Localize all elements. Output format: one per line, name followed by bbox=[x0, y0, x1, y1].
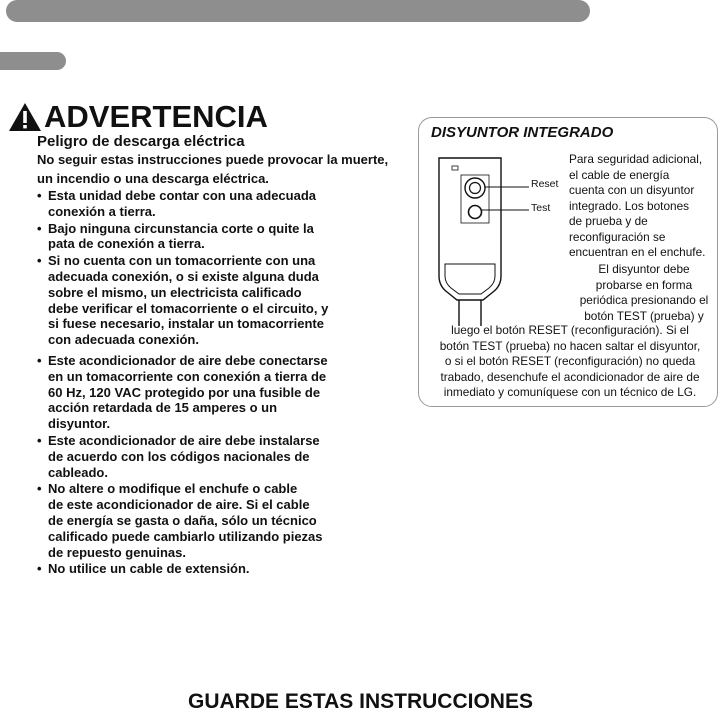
para-line: trabado, desenchufe el acondicionador de aire de bbox=[440, 369, 700, 384]
bullet-item: • Si no cuenta con un tomacorriente con una adecuada conexión, o si existe alguna duda sobre el mismo, un electricista calificado debe verificar el tomacorriente o el circuito, y si fuese necesario, instalar un tomacorriente con adecuada conexión. bbox=[37, 253, 329, 348]
section-tab bbox=[0, 52, 66, 70]
integrated-breaker-box bbox=[418, 117, 718, 407]
para-line: inmediato y comuníquese con un técnico de LG. bbox=[443, 385, 697, 400]
intro-line: No seguir estas instrucciones puede provocar la muerte, bbox=[37, 152, 389, 167]
para-line: de prueba y de bbox=[569, 214, 648, 228]
bullet-line: cableado. bbox=[48, 464, 108, 480]
bullet-line: pata de conexión a tierra. bbox=[48, 236, 205, 252]
breaker-paragraph-2 bbox=[569, 262, 719, 324]
bullet-line: 60 Hz, 120 VAC protegido por una fusible de bbox=[48, 384, 321, 400]
warning-title: ADVERTENCIA bbox=[44, 99, 268, 134]
header-bar bbox=[6, 0, 590, 22]
bullet-item: • Bajo ninguna circunstancia corte o quite la pata de conexión a tierra. bbox=[37, 220, 314, 252]
plug-breaker-illustration bbox=[431, 156, 541, 326]
bullet-item: • No utilice un cable de extensión. bbox=[37, 561, 250, 577]
bullet-item: • Este acondicionador de aire debe instalarse de acuerdo con los códigos nacionales de cableado. bbox=[37, 432, 320, 480]
para-line: encuentran en el enchufe. bbox=[569, 245, 706, 259]
para-line: botón TEST (prueba) y bbox=[584, 308, 704, 323]
reset-label: Reset bbox=[531, 178, 559, 190]
bullet-line: con adecuada conexión. bbox=[48, 332, 199, 348]
para-line: o si el botón RESET (reconfiguración) no queda bbox=[444, 354, 696, 369]
para-line: integrado. Los botones bbox=[569, 198, 690, 213]
bullet-line: adecuada conexión, o si existe alguna duda bbox=[48, 268, 319, 284]
para-line: probarse en forma bbox=[595, 277, 693, 292]
bullet-line: Bajo ninguna circunstancia corte o quite la bbox=[48, 220, 314, 236]
para-line: reconfiguración se bbox=[569, 229, 666, 244]
bullet-line: Este acondicionador de aire debe instalarse bbox=[48, 432, 320, 448]
bullet-item: • No altere o modifique el enchufe o cable de este acondicionador de aire. Si el cable de energía se gasta o daña, sólo un técnico calificado puede cambiarlo utilizando piezas de repuesto genuinas. bbox=[37, 481, 323, 560]
bullet-line: conexión a tierra. bbox=[48, 203, 156, 219]
breaker-paragraph-3 bbox=[423, 323, 717, 401]
bullet-line: Si no cuenta con un tomacorriente con una bbox=[48, 253, 316, 269]
para-line: El disyuntor debe bbox=[598, 262, 690, 276]
bullet-line: de repuesto genuinas. bbox=[48, 544, 186, 560]
bullet-line: en un tomacorriente con conexión a tierra de bbox=[48, 368, 327, 384]
warning-bullet-list bbox=[37, 188, 417, 578]
bullet-line: si fuese necesario, instalar un tomacorriente bbox=[48, 316, 324, 332]
bullet-item: • Esta unidad debe contar con una adecuada conexión a tierra. bbox=[37, 188, 317, 219]
bullet-line: de energía se gasta o daña, sólo un técnico bbox=[48, 512, 317, 528]
para-line: el cable de energía bbox=[569, 167, 670, 182]
bullet-line: acción retardada de 15 amperes o un bbox=[48, 400, 278, 416]
bullet-line: Este acondicionador de aire debe conectarse bbox=[48, 352, 328, 368]
intro-line: un incendio o una descarga eléctrica. bbox=[37, 171, 269, 186]
warning-heading bbox=[8, 100, 268, 134]
footer-save-instructions: GUARDE ESTAS INSTRUCCIONES bbox=[188, 690, 533, 713]
para-line: Para seguridad adicional, bbox=[569, 152, 703, 166]
bullet-line: No altere o modifique el enchufe o cable bbox=[48, 481, 298, 497]
warning-subtitle: Peligro de descarga eléctrica bbox=[37, 133, 245, 150]
breaker-paragraph-1 bbox=[569, 152, 719, 261]
bullet-line: sobre el mismo, un electricista calificado bbox=[48, 284, 302, 300]
warning-intro bbox=[37, 150, 417, 188]
bullet-line: debe verificar el tomacorriente o el circuito, y bbox=[48, 300, 329, 316]
warning-triangle-icon bbox=[8, 102, 42, 132]
bullet-line: No utilice un cable de extensión. bbox=[48, 561, 250, 577]
bullet-line: calificado puede cambiarlo utilizando piezas bbox=[48, 528, 323, 544]
para-line: botón TEST (prueba) no hacen saltar el disyuntor, bbox=[439, 338, 701, 353]
bullet-line: de este acondicionador de aire. Si el cable bbox=[48, 497, 310, 513]
para-line: luego el botón RESET (reconfiguración). Si el bbox=[451, 323, 689, 337]
bullet-line: de acuerdo con los códigos nacionales de bbox=[48, 448, 310, 464]
para-line: periódica presionando el bbox=[579, 293, 709, 307]
bullet-line: Esta unidad debe contar con una adecuada bbox=[48, 188, 317, 203]
bullet-line: disyuntor. bbox=[48, 416, 111, 432]
para-line: cuenta con un disyuntor bbox=[569, 183, 695, 197]
test-label: Test bbox=[531, 202, 551, 214]
breaker-title: DISYUNTOR INTEGRADO bbox=[431, 124, 614, 141]
bullet-item: • Este acondicionador de aire debe conectarse en un tomacorriente con conexión a tierra de 60 Hz, 120 VAC protegido por una fusible de acción retardada de 15 amperes o un disyuntor. bbox=[37, 352, 328, 432]
